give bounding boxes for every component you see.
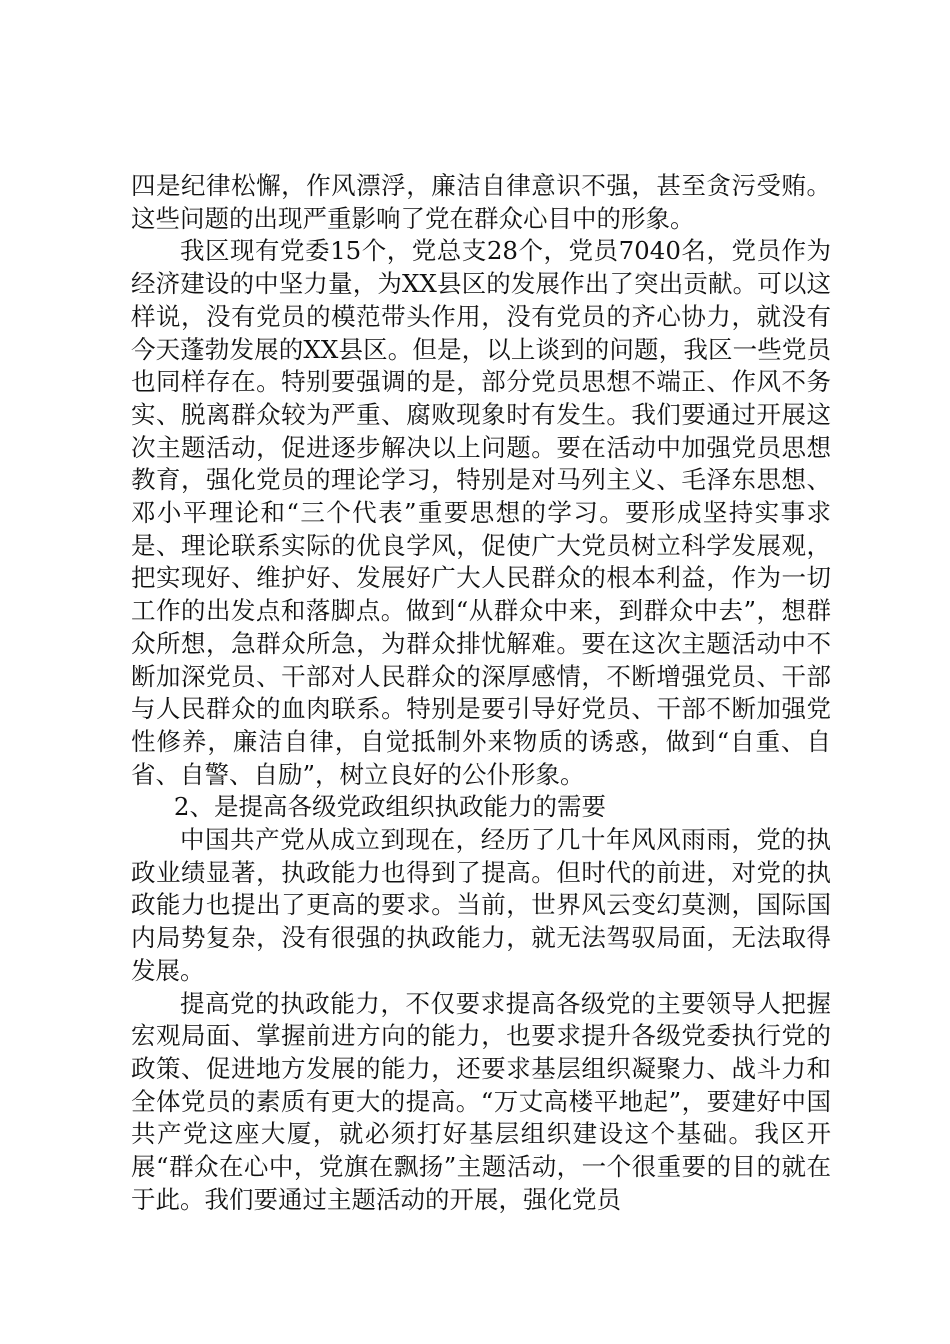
document-body bbox=[131, 170, 831, 1217]
paragraph-governing-capacity: 提高党的执政能力，不仅要求提高各级党的主要领导人把握宏观局面、掌握前进方向的能力，也要求提升各级党委执行党的政策、促进地方发展的能力，还要求基层组织凝聚力、战斗力和全体党员的素质有更大的提高。“万丈高楼平地起”，要建好中国共产党这座大厦，就必须打好基层组织建设这个基础。我区开展“群众在心中，党旗在飘扬”主题活动，一个很重要的目的就在于此。我们要通过主题活动的开展，强化党员 bbox=[131, 988, 831, 1214]
paragraph-governing-record: 中国共产党从成立到现在，经历了几十年风风雨雨，党的执政业绩显著，执政能力也得到了提高。但时代的前进，对党的执政能力也提出了更高的要求。当前，世界风云变幻莫测，国际国内局势复杂，没有很强的执政能力，就无法驾驭局面，无法取得发展。 bbox=[131, 825, 831, 985]
paragraph-party-members: 我区现有党委15个，党总支28个，党员7040名，党员作为经济建设的中坚力量，为XX县区的发展作出了突出贡献。可以这样说，没有党员的模范带头作用，没有党员的齐心协力，就没有今天蓬勃发展的XX县区。但是，以上谈到的问题，我区一些党员也同样存在。特别要强调的是，部分党员思想不端正、作风不务实、脱离群众较为严重、腐败现象时有发生。我们要通过开展这次主题活动，促进逐步解决以上问题。要在活动中加强党员思想教育，强化党员的理论学习，特别是对马列主义、毛泽东思想、邓小平理论和“三个代表”重要思想的学习。要形成坚持实事求是、理论联系实际的优良学风，促使广大党员树立科学发展观，把实现好、维护好、发展好广大人民群众的根本利益，作为一切工作的出发点和落脚点。做到“从群众中来，到群众中去”，想群众所想，急群众所急，为群众排忧解难。要在这次主题活动中不断加深党员、干部对人民群众的深厚感情，不断增强党员、干部与人民群众的血肉联系。特别是要引导好党员、干部不断加强党性修养，廉洁自律，自觉抵制外来物质的诱惑，做到“自重、自省、自警、自励”，树立良好的公仆形象。 bbox=[131, 236, 831, 789]
section-heading: 2、是提高各级党政组织执政能力的需要 bbox=[173, 792, 606, 822]
paragraph-continuation: 四是纪律松懈，作风漂浮，廉洁自律意识不强，甚至贪污受贿。这些问题的出现严重影响了党在群众心目中的形象。 bbox=[131, 171, 831, 233]
